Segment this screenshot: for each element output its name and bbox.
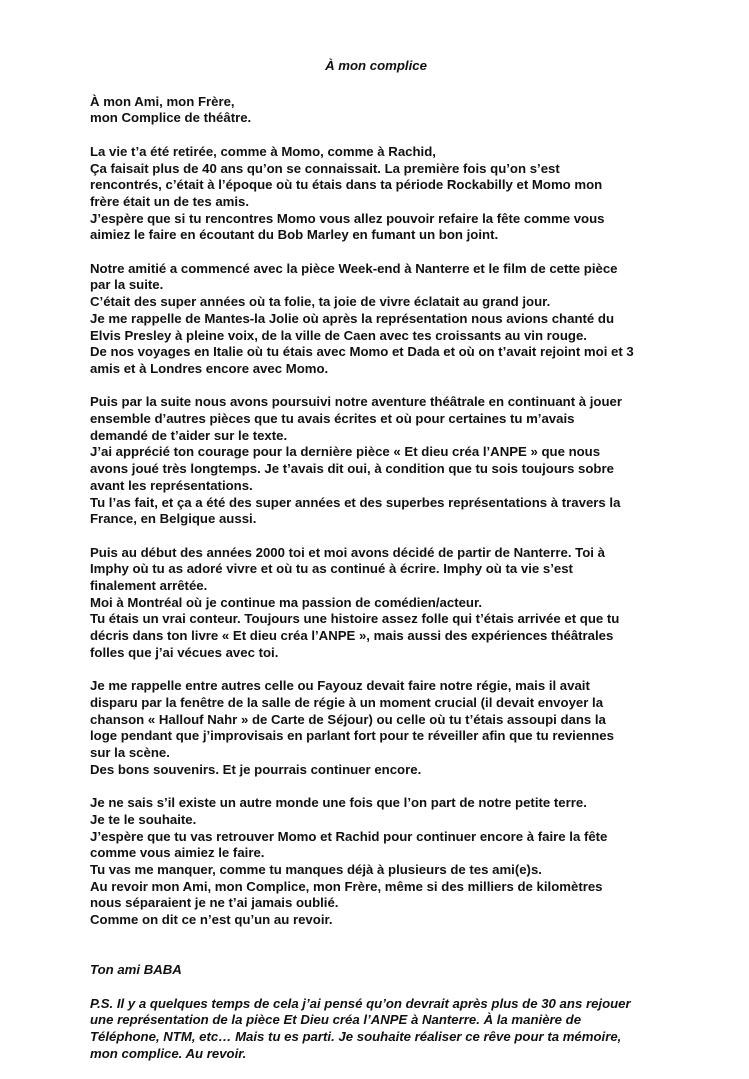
postscript-line: mon complice. Au revoir. (90, 1045, 247, 1061)
text-line: par la suite. (90, 277, 164, 293)
text-line: sur la scène. (90, 745, 170, 761)
text-line: Au revoir mon Ami, mon Complice, mon Frère, même si des milliers de kilomètres (90, 878, 603, 894)
text-line: J’espère que si tu rencontres Momo vous allez pouvoir refaire la fête comme vous (90, 210, 605, 226)
text-line: Puis par la suite nous avons poursuivi notre aventure théâtrale en continuant à jouer (90, 394, 623, 410)
postscript-line: une représentation de la pièce Et Dieu créa l’ANPE à Nanterre. À la manière de (90, 1012, 582, 1028)
text-line: demandé de t’aider sur le texte. (90, 427, 288, 443)
paragraph (90, 795, 662, 929)
text-line: France, en Belgique aussi. (90, 511, 257, 527)
paragraph (90, 261, 662, 378)
text-line: ensemble d’autres pièces que tu avais écrites et où pour certaines tu m’avais (90, 411, 575, 427)
text-line: Tu étais un vrai conteur. Toujours une histoire assez folle qui t’étais arrivée et que tu (90, 611, 620, 627)
text-line: nous séparaient je ne t’ai jamais oublié. (90, 895, 339, 911)
text-line: disparu par la fenêtre de la salle de régie à un moment crucial (il devait envoyer la (90, 694, 604, 710)
text-line: Tu vas me manquer, comme tu manques déjà à plusieurs de tes ami(e)s. (90, 861, 542, 877)
paragraph (90, 545, 662, 662)
text-line: Des bons souvenirs. Et je pourrais continuer encore. (90, 761, 422, 777)
text-line: À mon Ami, mon Frère, (90, 93, 235, 109)
text-line: Je me rappelle entre autres celle ou Fayouz devait faire notre régie, mais il avait (90, 678, 590, 694)
text-line: Moi à Montréal où je continue ma passion de comédien/acteur. (90, 594, 483, 610)
text-line: folles que j’ai vécues avec toi. (90, 644, 279, 660)
text-line: Puis au début des années 2000 toi et moi avons décidé de partir de Nanterre. Toi à (90, 544, 605, 560)
text-line: La vie t’a été retirée, comme à Momo, comme à Rachid, (90, 143, 436, 159)
paragraph (90, 678, 662, 778)
text-line: C’était des super années où ta folie, ta joie de vivre éclatait au grand jour. (90, 294, 551, 310)
text-line: amis et à Londres encore avec Momo. (90, 360, 329, 376)
letter-paragraphs (90, 94, 662, 929)
text-line: rencontrés, c’était à l’époque où tu étais dans ta période Rockabilly et Momo mon (90, 177, 603, 193)
text-line: avant les représentations. (90, 477, 253, 493)
text-line: Je me rappelle de Mantes-la Jolie où après la représentation nous avions chanté du (90, 310, 614, 326)
text-line: Je ne sais s’il existe un autre monde une fois que l’on part de notre petite terre. (90, 795, 587, 811)
letter-body (90, 58, 662, 1079)
text-line: loge pendant que j’improvisais en parlant fort pour te réveiller afin que tu reviennes (90, 728, 614, 744)
text-line: comme vous aimiez le faire. (90, 845, 265, 861)
text-line: frère était un de tes amis. (90, 193, 250, 209)
text-line: De nos voyages en Italie où tu étais avec Momo et Dada et où on t’avait rejoint moi et 3 (90, 344, 634, 360)
paragraph (90, 144, 662, 244)
text-line: Comme on dit ce n’est qu’un au revoir. (90, 912, 333, 928)
signature: Ton ami BABA (90, 962, 182, 978)
text-line: Elvis Presley à pleine voix, de la ville de Caen avec tes croissants au vin rouge. (90, 327, 587, 343)
text-line: Ça faisait plus de 40 ans qu’on se connaissait. La première fois qu’on s’est (90, 160, 560, 176)
text-line: avons joué très longtemps. Je t’avais dit oui, à condition que tu sois toujours sobre (90, 461, 614, 477)
text-line: J’ai apprécié ton courage pour la dernière pièce « Et dieu créa l’ANPE » que nous (90, 444, 601, 460)
text-line: décris dans ton livre « Et dieu créa l’ANPE », mais aussi des expériences théâtrales (90, 628, 614, 644)
paragraph (90, 94, 662, 127)
text-line: Notre amitié a commencé avec la pièce Week-end à Nanterre et le film de cette pièce (90, 260, 618, 276)
text-line: J’espère que tu vas retrouver Momo et Rachid pour continuer encore à faire la fête (90, 828, 608, 844)
text-line: aimiez le faire en écoutant du Bob Marley en fumant un bon joint. (90, 227, 499, 243)
text-line: finalement arrêtée. (90, 578, 208, 594)
text-line: mon Complice de théâtre. (90, 110, 252, 126)
text-line: Tu l’as fait, et ça a été des super années et des superbes représentations à travers la (90, 494, 621, 510)
postscript (90, 996, 662, 1063)
postscript-line: P.S. Il y a quelques temps de cela j’ai pensé qu’on devrait après plus de 30 ans rejouer (90, 995, 631, 1011)
text-line: Imphy où tu as adoré vivre et où tu as continué à écrire. Imphy où ta vie s’est (90, 561, 573, 577)
text-line: Je te le souhaite. (90, 811, 197, 827)
paragraph (90, 394, 662, 528)
postscript-line: Téléphone, NTM, etc… Mais tu es parti. Je souhaite réaliser ce rêve pour ta mémoire, (90, 1028, 622, 1044)
document-title: À mon complice (325, 58, 427, 73)
text-line: chanson « Hallouf Nahr » de Carte de Séjour) ou celle où tu t’étais assoupi dans la (90, 711, 606, 727)
